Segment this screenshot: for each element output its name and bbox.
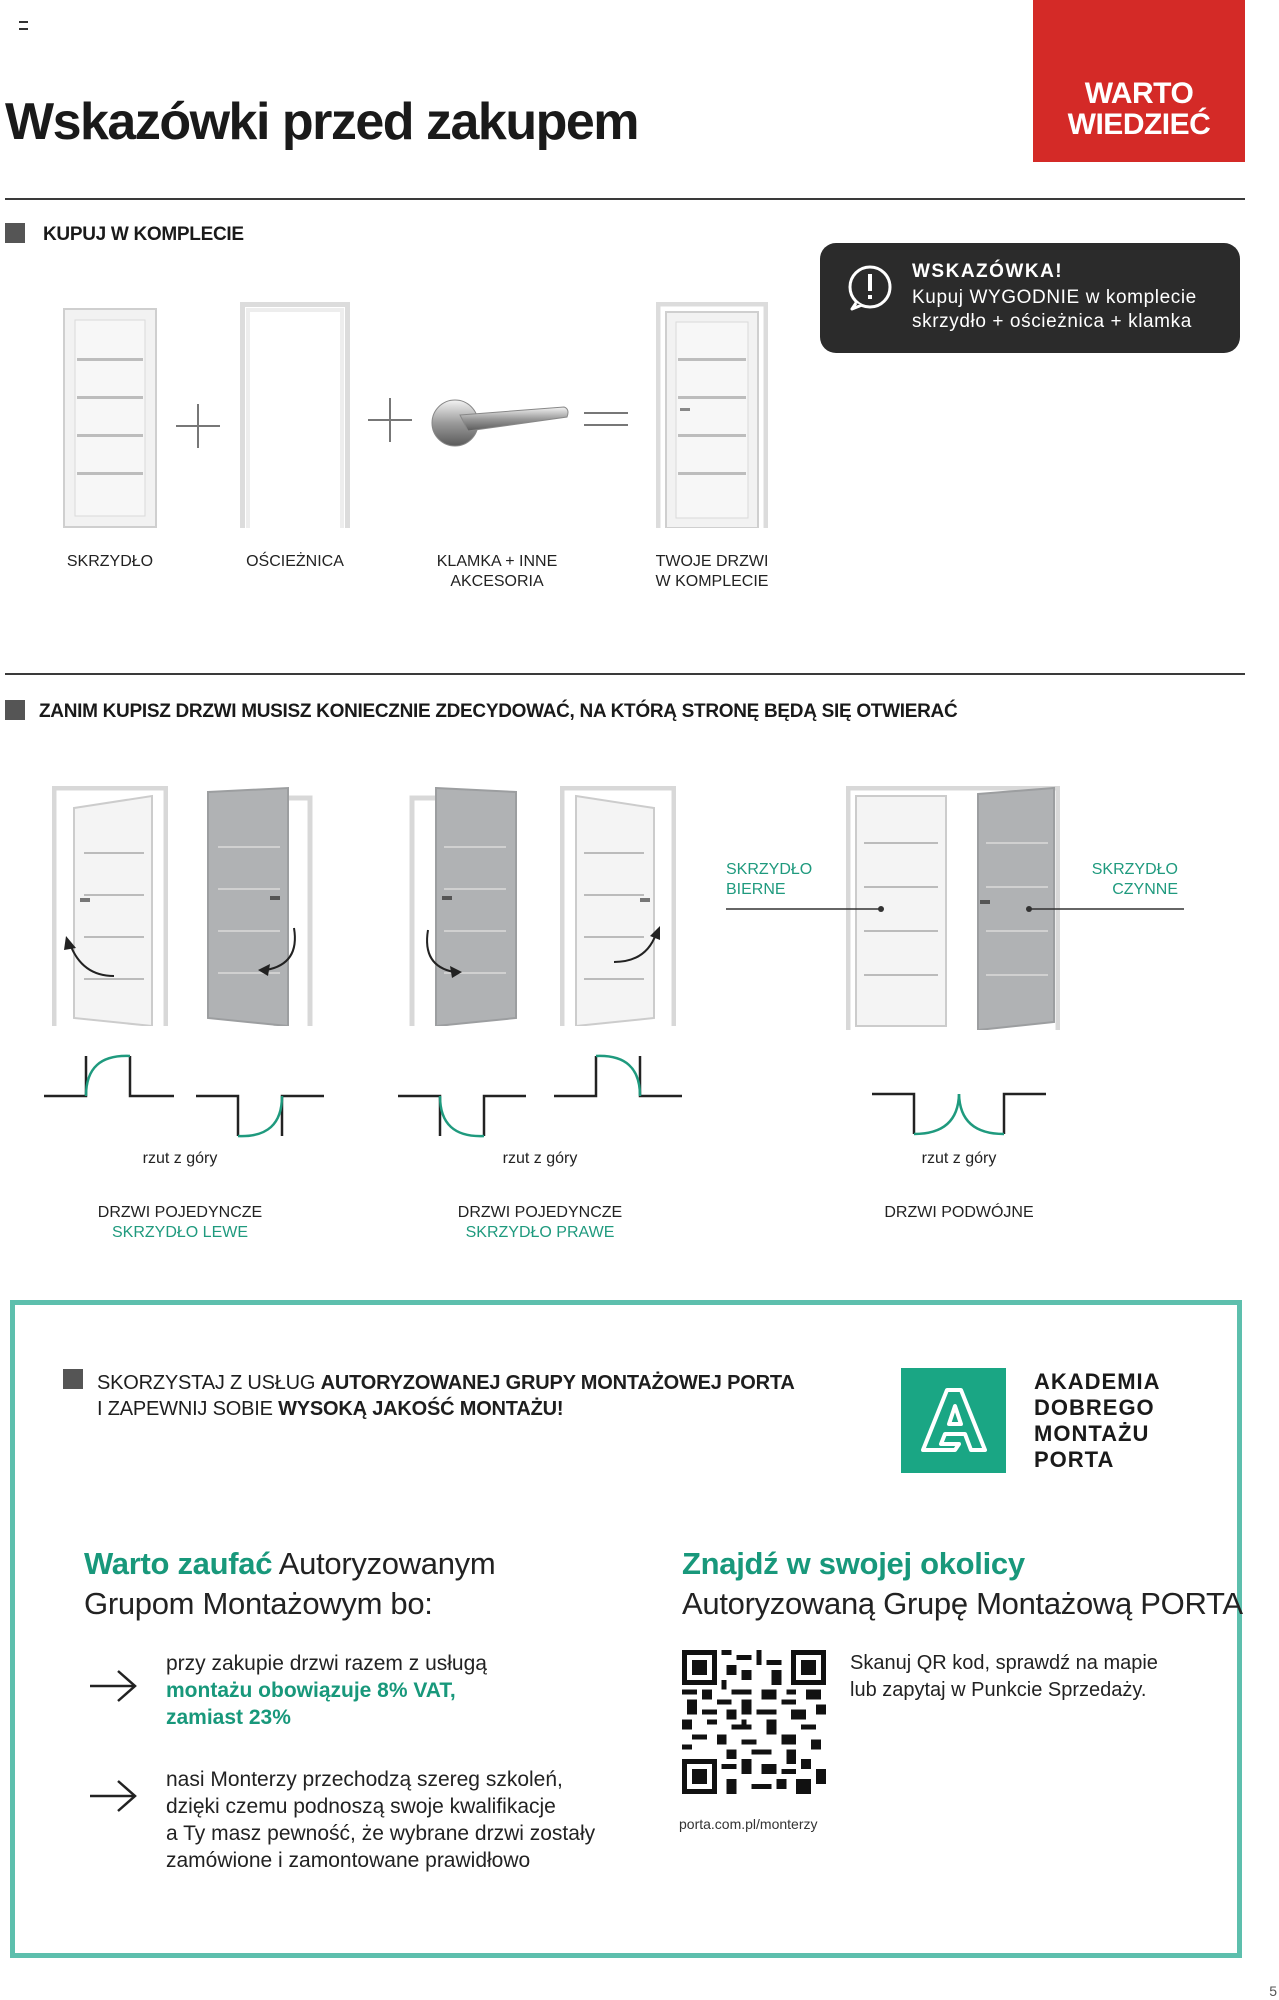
page-number: 5 xyxy=(1269,1983,1277,1999)
section3-heading-line-2 xyxy=(97,1396,795,1422)
arrow-right-icon xyxy=(88,1778,140,1814)
active-leaf-label xyxy=(1080,860,1178,900)
divider-top xyxy=(5,198,1245,200)
door-frame-image xyxy=(240,302,350,528)
page-title: Wskazówki przed zakupem xyxy=(5,93,639,151)
active-leaf-pointer xyxy=(1024,904,1184,914)
plan-caption: rzut z góry xyxy=(502,1150,578,1167)
benefit-line: a Ty masz pewność, że wybrane drzwi zostały xyxy=(166,1822,596,1845)
caption-double xyxy=(839,1203,1079,1223)
plan-right-2 xyxy=(552,1052,686,1102)
arrow-right-icon xyxy=(88,1668,140,1704)
caption-sub: SKRZYDŁO PRAWE xyxy=(465,1224,615,1241)
caption-right xyxy=(420,1203,660,1243)
benefit-training xyxy=(166,1766,595,1874)
section2-heading: ZANIM KUPISZ DRZWI MUSISZ KONIECZNIE ZDECYDOWAĆ, NA KTÓRĄ STRONĘ BĘDĄ SIĘ OTWIERAĆ xyxy=(39,701,958,722)
door-right-open-outward xyxy=(406,786,520,1026)
section1-heading: KUPUJ W KOMPLECIE xyxy=(43,224,244,245)
heading-bold: AUTORYZOWANEJ GRUPY MONTAŻOWEJ PORTA xyxy=(320,1372,795,1394)
door-left-open-inward xyxy=(52,786,168,1026)
logo-line: PORTA xyxy=(1034,1447,1115,1472)
tip-title: WSKAZÓWKA! xyxy=(912,261,1064,282)
caption-left xyxy=(60,1203,300,1243)
heading-text: I ZAPEWNIJ SOBIE xyxy=(97,1398,279,1420)
caption-sub: SKRZYDŁO LEWE xyxy=(111,1224,249,1241)
passive-leaf-pointer xyxy=(726,904,886,914)
label-line: CZYNNE xyxy=(1112,881,1178,898)
section-bullet xyxy=(5,700,25,720)
corner-mark xyxy=(19,21,28,30)
right-heading xyxy=(682,1544,1243,1624)
benefit-vat xyxy=(166,1650,487,1731)
plus-icon xyxy=(176,404,220,448)
qr-url[interactable]: porta.com.pl/monterzy xyxy=(679,1816,818,1832)
label-line: SKRZYDŁO xyxy=(66,553,154,570)
heading-text: SKORZYSTAJ Z USŁUG xyxy=(97,1372,321,1394)
divider-middle xyxy=(5,673,1245,675)
right-heading-text: Autoryzowaną Grupę Montażową PORTA xyxy=(682,1586,1243,1621)
logo-line: MONTAŻU xyxy=(1034,1421,1150,1446)
section-bullet xyxy=(63,1369,83,1389)
warto-wiedziec-badge xyxy=(1033,0,1245,162)
qr-code[interactable] xyxy=(682,1650,826,1794)
left-heading xyxy=(84,1544,495,1624)
label-line: KLAMKA + INNE xyxy=(436,553,558,570)
benefit-line: zamówione i zamontowane prawidłowo xyxy=(166,1849,531,1872)
section-bullet xyxy=(5,223,25,243)
left-heading-text: Autoryzowanym xyxy=(272,1546,496,1581)
label-line: TWOJE DRZWI xyxy=(655,553,769,570)
benefit-bold: montażu obowiązuje 8% VAT, xyxy=(166,1679,456,1702)
qr-text-line: lub zapytaj w Punkcie Sprzedaży. xyxy=(850,1679,1147,1701)
heading-bold: WYSOKĄ JAKOŚĆ MONTAŻU! xyxy=(278,1398,564,1420)
benefit-line: nasi Monterzy przechodzą szereg szkoleń, xyxy=(166,1768,563,1791)
plus-icon xyxy=(368,398,412,442)
plan-double xyxy=(870,1090,1048,1140)
plan-caption: rzut z góry xyxy=(142,1150,218,1167)
door-leaf-image xyxy=(63,308,157,528)
label-line: SKRZYDŁO xyxy=(726,861,813,878)
plan-right-1 xyxy=(396,1092,530,1142)
section3-heading xyxy=(97,1370,795,1422)
label-line: BIERNE xyxy=(726,881,786,898)
tip-line-1: Kupuj WYGODNIE w komplecie xyxy=(912,287,1197,308)
benefit-line: przy zakupie drzwi razem z usługą xyxy=(166,1652,487,1675)
section3-heading-line-1 xyxy=(97,1370,795,1396)
label-oscieznica xyxy=(215,552,375,572)
logo-line: DOBREGO xyxy=(1034,1395,1155,1420)
right-heading-bold: Znajdź w swojej okolicy xyxy=(682,1546,1025,1581)
akademia-logo-text xyxy=(1034,1369,1161,1473)
caption-main: DRZWI POJEDYNCZE xyxy=(457,1204,623,1221)
label-twoje-drzwi xyxy=(632,552,792,592)
label-line: AKCESORIA xyxy=(450,573,544,590)
caption-main: DRZWI POJEDYNCZE xyxy=(97,1204,263,1221)
label-line: SKRZYDŁO xyxy=(1091,861,1178,878)
tip-box xyxy=(820,243,1240,353)
left-heading-bold: Warto zaufać xyxy=(84,1546,273,1581)
label-skrzydlo xyxy=(30,552,190,572)
complete-door-image xyxy=(656,302,768,528)
label-klamka xyxy=(417,552,577,592)
benefit-line: dzięki czemu podnoszą swoje kwalifikacje xyxy=(166,1795,556,1818)
plan-left-2 xyxy=(194,1092,328,1142)
door-handle-image xyxy=(430,395,570,451)
left-heading-line-2: Grupom Montażowym bo: xyxy=(84,1586,433,1621)
logo-line: AKADEMIA xyxy=(1034,1369,1161,1394)
label-line: OŚCIEŻNICA xyxy=(246,553,344,570)
caption-main: DRZWI PODWÓJNE xyxy=(884,1204,1034,1221)
equals-icon xyxy=(584,407,628,431)
akademia-logo xyxy=(901,1368,1006,1473)
passive-leaf-label xyxy=(726,860,812,900)
tip-line-2: skrzydło + ościeżnica + klamka xyxy=(912,311,1192,332)
left-heading-line-1 xyxy=(84,1544,495,1584)
plan-left-1 xyxy=(42,1052,182,1102)
qr-text-line: Skanuj QR kod, sprawdź na mapie xyxy=(850,1652,1158,1674)
door-left-open-outward xyxy=(206,786,316,1026)
badge-line-1: WARTO xyxy=(1084,77,1194,110)
benefit-bold: zamiast 23% xyxy=(166,1706,291,1729)
qr-instructions xyxy=(850,1650,1158,1704)
badge-line-2: WIEDZIEĆ xyxy=(1067,108,1211,141)
exclamation-icon xyxy=(846,263,894,311)
plan-caption: rzut z góry xyxy=(921,1150,997,1167)
label-line: W KOMPLECIE xyxy=(655,573,769,590)
door-right-open-inward xyxy=(560,786,676,1026)
akademia-a-icon xyxy=(901,1368,1006,1473)
